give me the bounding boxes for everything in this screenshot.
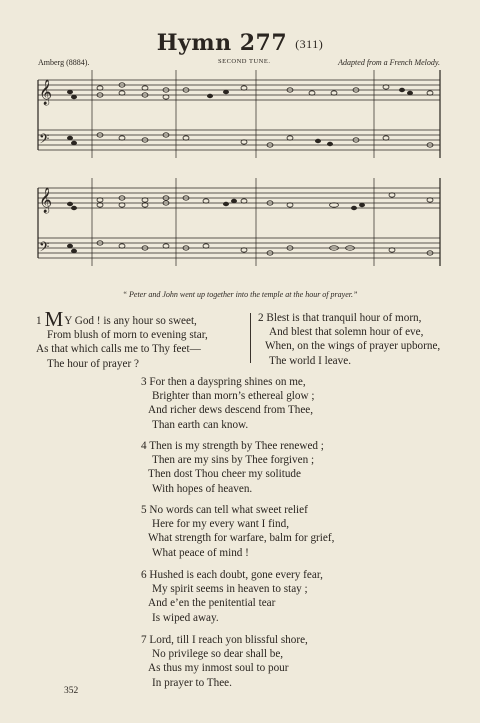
verse-number: 4 <box>141 440 147 452</box>
second-tune-label: SECOND TUNE. <box>218 58 271 65</box>
verse-4 <box>141 439 324 496</box>
epigraph: “ Peter and John went up together into the temple at the hour of prayer.” <box>122 290 358 299</box>
verse-line: Is wiped away. <box>152 611 219 624</box>
hymn-title <box>0 30 480 56</box>
verse-line: Here for my every want I find, <box>152 518 289 531</box>
verse-line: Than earth can know. <box>152 418 249 431</box>
verse-line: Brighter than morn’s ethereal glow ; <box>152 390 315 403</box>
verse-3 <box>141 375 315 432</box>
svg-text:𝄞: 𝄞 <box>39 80 53 105</box>
hymn-number: (311) <box>295 37 324 52</box>
verse-line: As thus my inmost soul to pour <box>148 662 289 675</box>
svg-text:𝄢: 𝄢 <box>39 239 50 258</box>
verse-line: Y God ! is any hour so sweet, <box>64 315 197 327</box>
verse-number: 5 <box>141 504 147 516</box>
column-divider <box>250 313 251 363</box>
verse-6 <box>141 568 323 625</box>
verse-7 <box>141 633 308 690</box>
verse-number: 3 <box>141 376 147 388</box>
verse-line: The hour of prayer ? <box>47 357 139 370</box>
verse-line: And blest that solemn hour of eve, <box>269 326 424 339</box>
verse-line: From blush of morn to evening star, <box>47 329 208 342</box>
music-system-2 <box>0 174 480 274</box>
verse-line: The world I leave. <box>269 354 352 367</box>
svg-text:𝄢: 𝄢 <box>39 131 50 150</box>
verse-line: With hopes of heaven. <box>152 482 253 495</box>
verse-5 <box>141 503 334 560</box>
verse-line: Hushed is each doubt, gone every fear, <box>149 569 323 581</box>
verse-line: And e’en the penitential tear <box>148 597 276 610</box>
verse-line: Blest is that tranquil hour of morn, <box>266 312 422 324</box>
verse-line: As that which calls me to Thy feet— <box>36 343 201 356</box>
verse-line: Then are my sins by Thee forgiven ; <box>152 454 315 467</box>
verse-1 <box>36 307 208 371</box>
verse-line: When, on the wings of prayer upborne, <box>265 340 441 353</box>
verse-line: Lord, till I reach yon blissful shore, <box>149 634 308 646</box>
verse-line: My spirit seems in heaven to stay ; <box>152 583 308 596</box>
verse-number: 6 <box>141 569 147 581</box>
hymn-title-text: Hymn 277 <box>156 30 288 56</box>
verse-line: For then a dayspring shines on me, <box>149 376 306 388</box>
verse-number: 1 <box>36 315 42 327</box>
verse-line: Then is my strength by Thee renewed ; <box>149 440 324 452</box>
page-number: 352 <box>64 686 79 696</box>
verse-line: And richer dews descend from Thee, <box>148 404 314 417</box>
verse-2 <box>258 311 440 368</box>
tune-source: Adapted from a French Melody. <box>338 58 440 67</box>
svg-text:𝄞: 𝄞 <box>39 188 53 213</box>
tune-name: Amberg (8884). <box>38 58 90 67</box>
drop-cap: M <box>44 307 64 331</box>
verse-line: No words can tell what sweet relief <box>149 504 308 516</box>
verse-number: 2 <box>258 312 264 324</box>
verse-number: 7 <box>141 634 147 646</box>
music-system-1 <box>0 66 480 166</box>
verse-line: What strength for warfare, balm for grief, <box>148 532 335 545</box>
verse-line: No privilege so dear shall be, <box>152 648 284 661</box>
verse-line: In prayer to Thee. <box>152 676 232 689</box>
verse-line: What peace of mind ! <box>152 546 249 559</box>
verse-line: Then dost Thou cheer my solitude <box>148 468 301 481</box>
